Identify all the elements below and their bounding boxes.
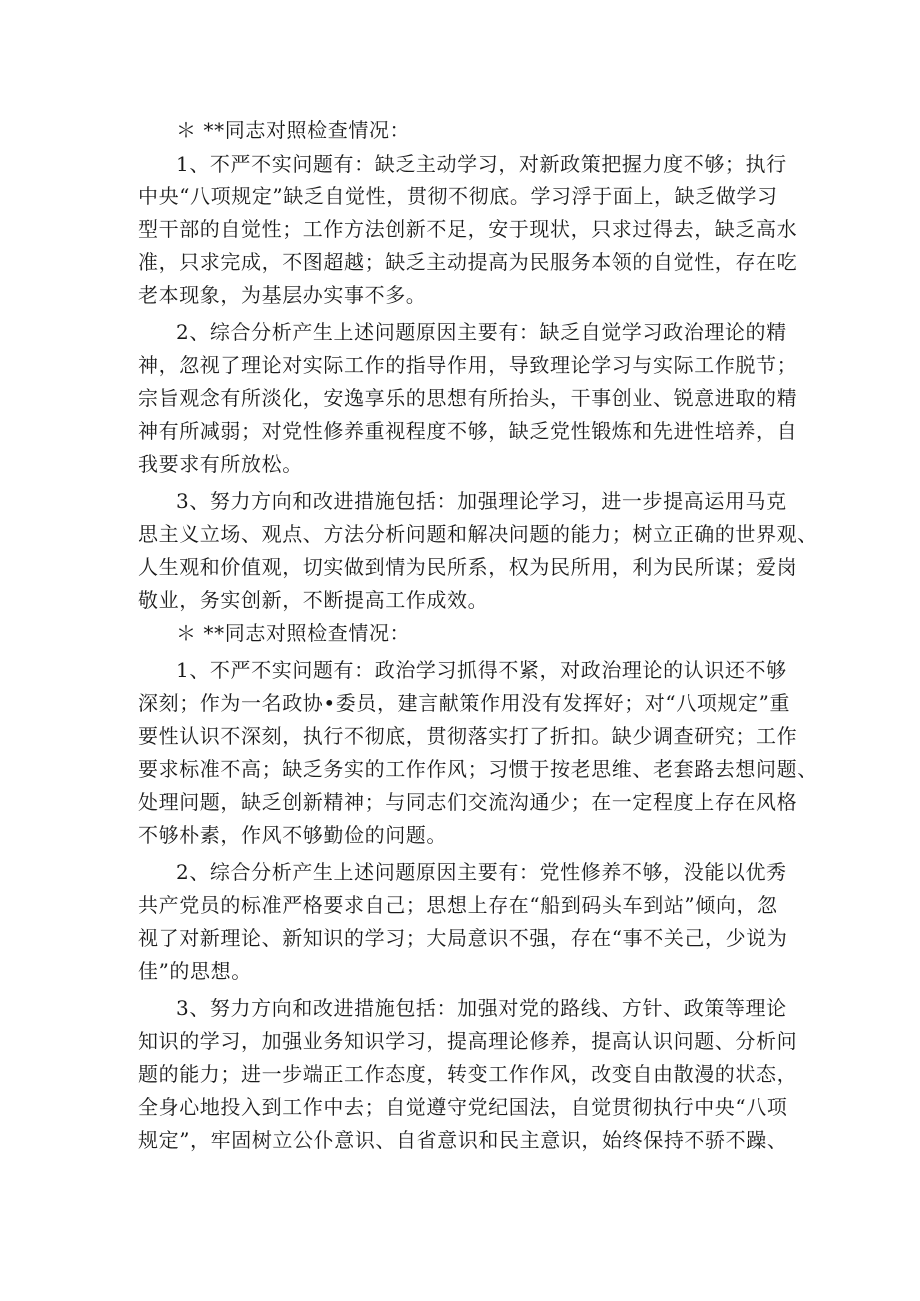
paragraph-line: 题的能力；进一步端正工作态度，转变工作作风，改变自由散漫的状态， <box>138 1062 798 1086</box>
paragraph-line: 处理问题，缺乏创新精神；与同志们交流沟通少；在一定程度上存在风格 <box>138 790 798 814</box>
paragraph-line: 知识的学习，加强业务知识学习，提高理论修养，提高认识问题、分析问 <box>138 1029 798 1053</box>
paragraph-line: 2、综合分析产生上述问题原因主要有：党性修养不够，没能以优秀 <box>176 860 787 884</box>
paragraph-line: 宗旨观念有所淡化，安逸享乐的思想有所抬头，干事创业、锐意进取的精 <box>138 386 798 410</box>
paragraph-line: 佳”的思想。 <box>138 959 252 983</box>
paragraph-line: 视了对新理论、新知识的学习；大局意识不强，存在“事不关己，少说为 <box>138 926 788 950</box>
paragraph-line: 思主义立场、观点、方法分析问题和解决问题的能力；树立正确的世界观、 <box>138 522 818 546</box>
paragraph-line: 人生观和价值观，切实做到情为民所系，权为民所用，利为民所谋；爱岗 <box>138 555 798 579</box>
paragraph-line: 神有所减弱；对党性修养重视程度不够，缺乏党性锻炼和先进性培养，自 <box>138 419 798 443</box>
paragraph-line: 3、努力方向和改进措施包括：加强对党的路线、方针、政策等理论 <box>176 996 787 1020</box>
paragraph-line: 准，只求完成，不图超越；缺乏主动提高为民服务本领的自觉性，存在吃 <box>138 250 798 274</box>
paragraph-line: 规定”，牢固树立公仆意识、自省意识和民主意识，始终保持不骄不躁、 <box>138 1128 788 1152</box>
paragraph-line: 敬业，务实创新，不断提高工作成效。 <box>138 588 489 612</box>
paragraph-line: 共产党员的标准严格要求自己；思想上存在“船到码头车到站”倾向，忽 <box>138 893 778 917</box>
paragraph-line: 3、努力方向和改进措施包括：加强理论学习，进一步提高运用马克 <box>176 489 787 513</box>
paragraph-line: 中央“八项规定”缺乏自觉性，贯彻不彻底。学习浮于面上，缺乏做学习 <box>138 184 778 208</box>
paragraph-line: 要求标准不高；缺乏务实的工作作风；习惯于按老思维、老套路去想问题、 <box>138 757 818 781</box>
section-heading: ＊ **同志对照检查情况： <box>176 621 411 645</box>
paragraph-line: 老本现象，为基层办实事不多。 <box>138 283 427 307</box>
paragraph-line: 型干部的自觉性；工作方法创新不足，安于现状，只求过得去，缺乏高水 <box>138 217 798 241</box>
paragraph-line: 全身心地投入到工作中去；自觉遵守党纪国法，自觉贯彻执行中央“八项 <box>138 1095 788 1119</box>
paragraph-line: 不够朴素，作风不够勤俭的问题。 <box>138 823 447 847</box>
paragraph-line: 我要求有所放松。 <box>138 452 303 476</box>
section-heading: ＊ **同志对照检查情况： <box>176 118 411 142</box>
paragraph-line: 2、综合分析产生上述问题原因主要有：缺乏自觉学习政治理论的精 <box>176 320 787 344</box>
paragraph-line: 1、不严不实问题有：缺乏主动学习，对新政策把握力度不够；执行 <box>176 152 787 176</box>
paragraph-line: 1、不严不实问题有：政治学习抓得不紧，对政治理论的认识还不够 <box>176 658 787 682</box>
paragraph-line: 要性认识不深刻，执行不彻底，贯彻落实打了折扣。缺少调查研究；工作 <box>138 724 798 748</box>
paragraph-line: 深刻；作为一名政协•委员，建言献策作用没有发挥好；对“八项规定”重 <box>138 691 791 715</box>
paragraph-line: 神，忽视了理论对实际工作的指导作用，导致理论学习与实际工作脱节； <box>138 353 798 377</box>
